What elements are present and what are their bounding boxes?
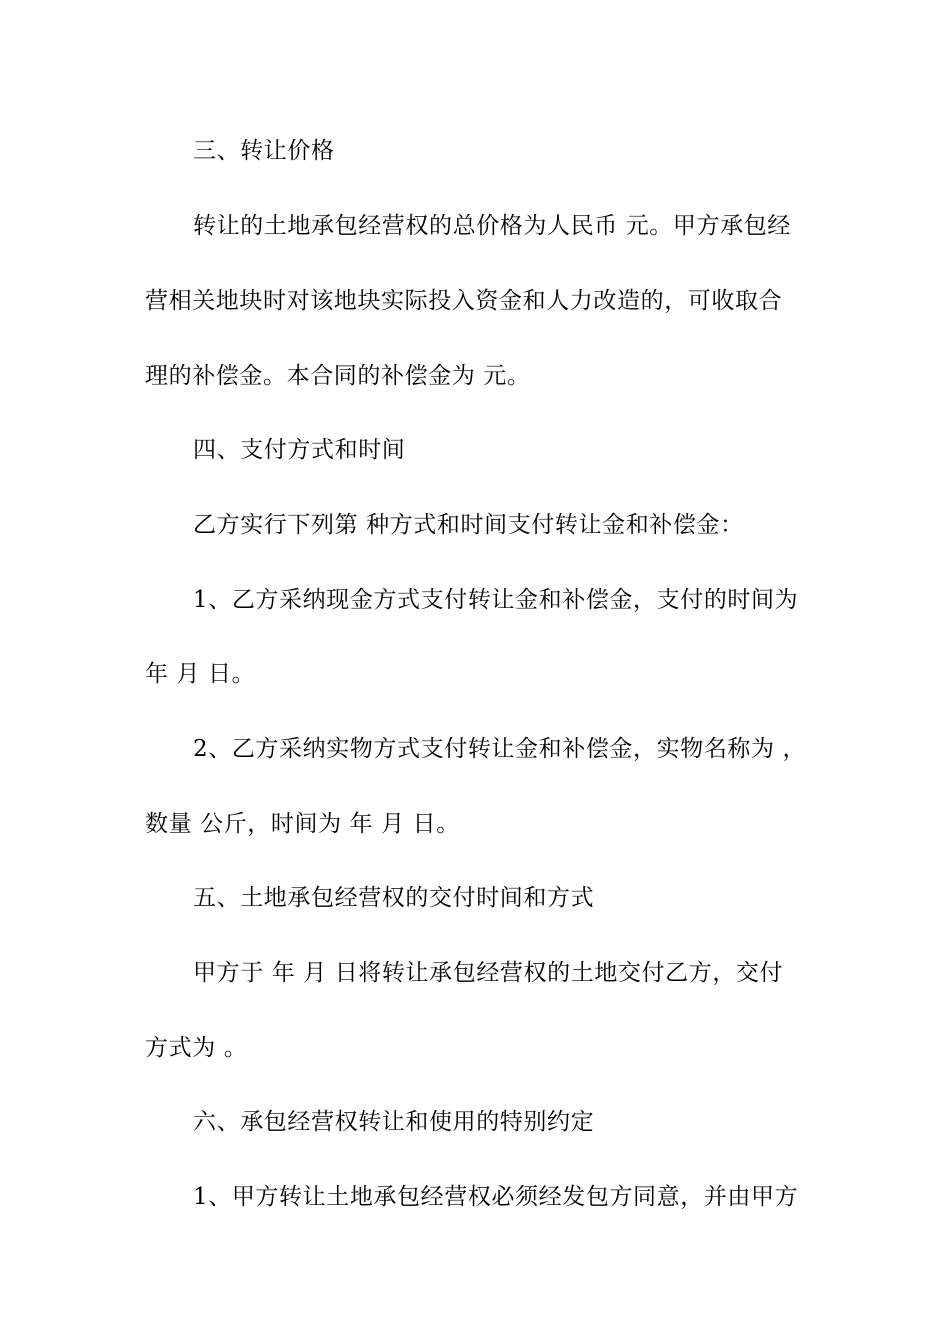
paragraph-line: 数量 公斤，时间为 年 月 日。 [145,811,460,837]
paragraph-line: 1、甲方转让土地承包经营权必须经发包方同意，并由甲方 [193,1184,799,1210]
heading-section-5: 五、土地承包经营权的交付时间和方式 [193,885,595,911]
paragraph-line: 1、乙方采纳现金方式支付转让金和补偿金，支付的时间为 [193,587,799,613]
paragraph-line: 乙方实行下列第 种方式和时间支付转让金和补偿金： [193,512,744,538]
paragraph-line: 2、乙方采纳实物方式支付转让金和补偿金，实物名称为 ， [193,736,807,762]
heading-section-3: 三、转让价格 [193,138,335,164]
paragraph-line: 转让的土地承包经营权的总价格为人民币 元。甲方承包经 [193,213,791,239]
paragraph-line: 甲方于 年 月 日将转让承包经营权的土地交付乙方，交付 [193,960,784,986]
heading-section-6: 六、承包经营权转让和使用的特别约定 [193,1109,595,1135]
paragraph-line: 理的补偿金。本合同的补偿金为 元。 [145,363,531,389]
paragraph-line: 年 月 日。 [145,661,256,687]
heading-section-4: 四、支付方式和时间 [193,437,406,463]
paragraph-line: 方式为 。 [145,1035,248,1061]
paragraph-line: 营相关地块时对该地块实际投入资金和人力改造的，可收取合 [145,288,783,314]
